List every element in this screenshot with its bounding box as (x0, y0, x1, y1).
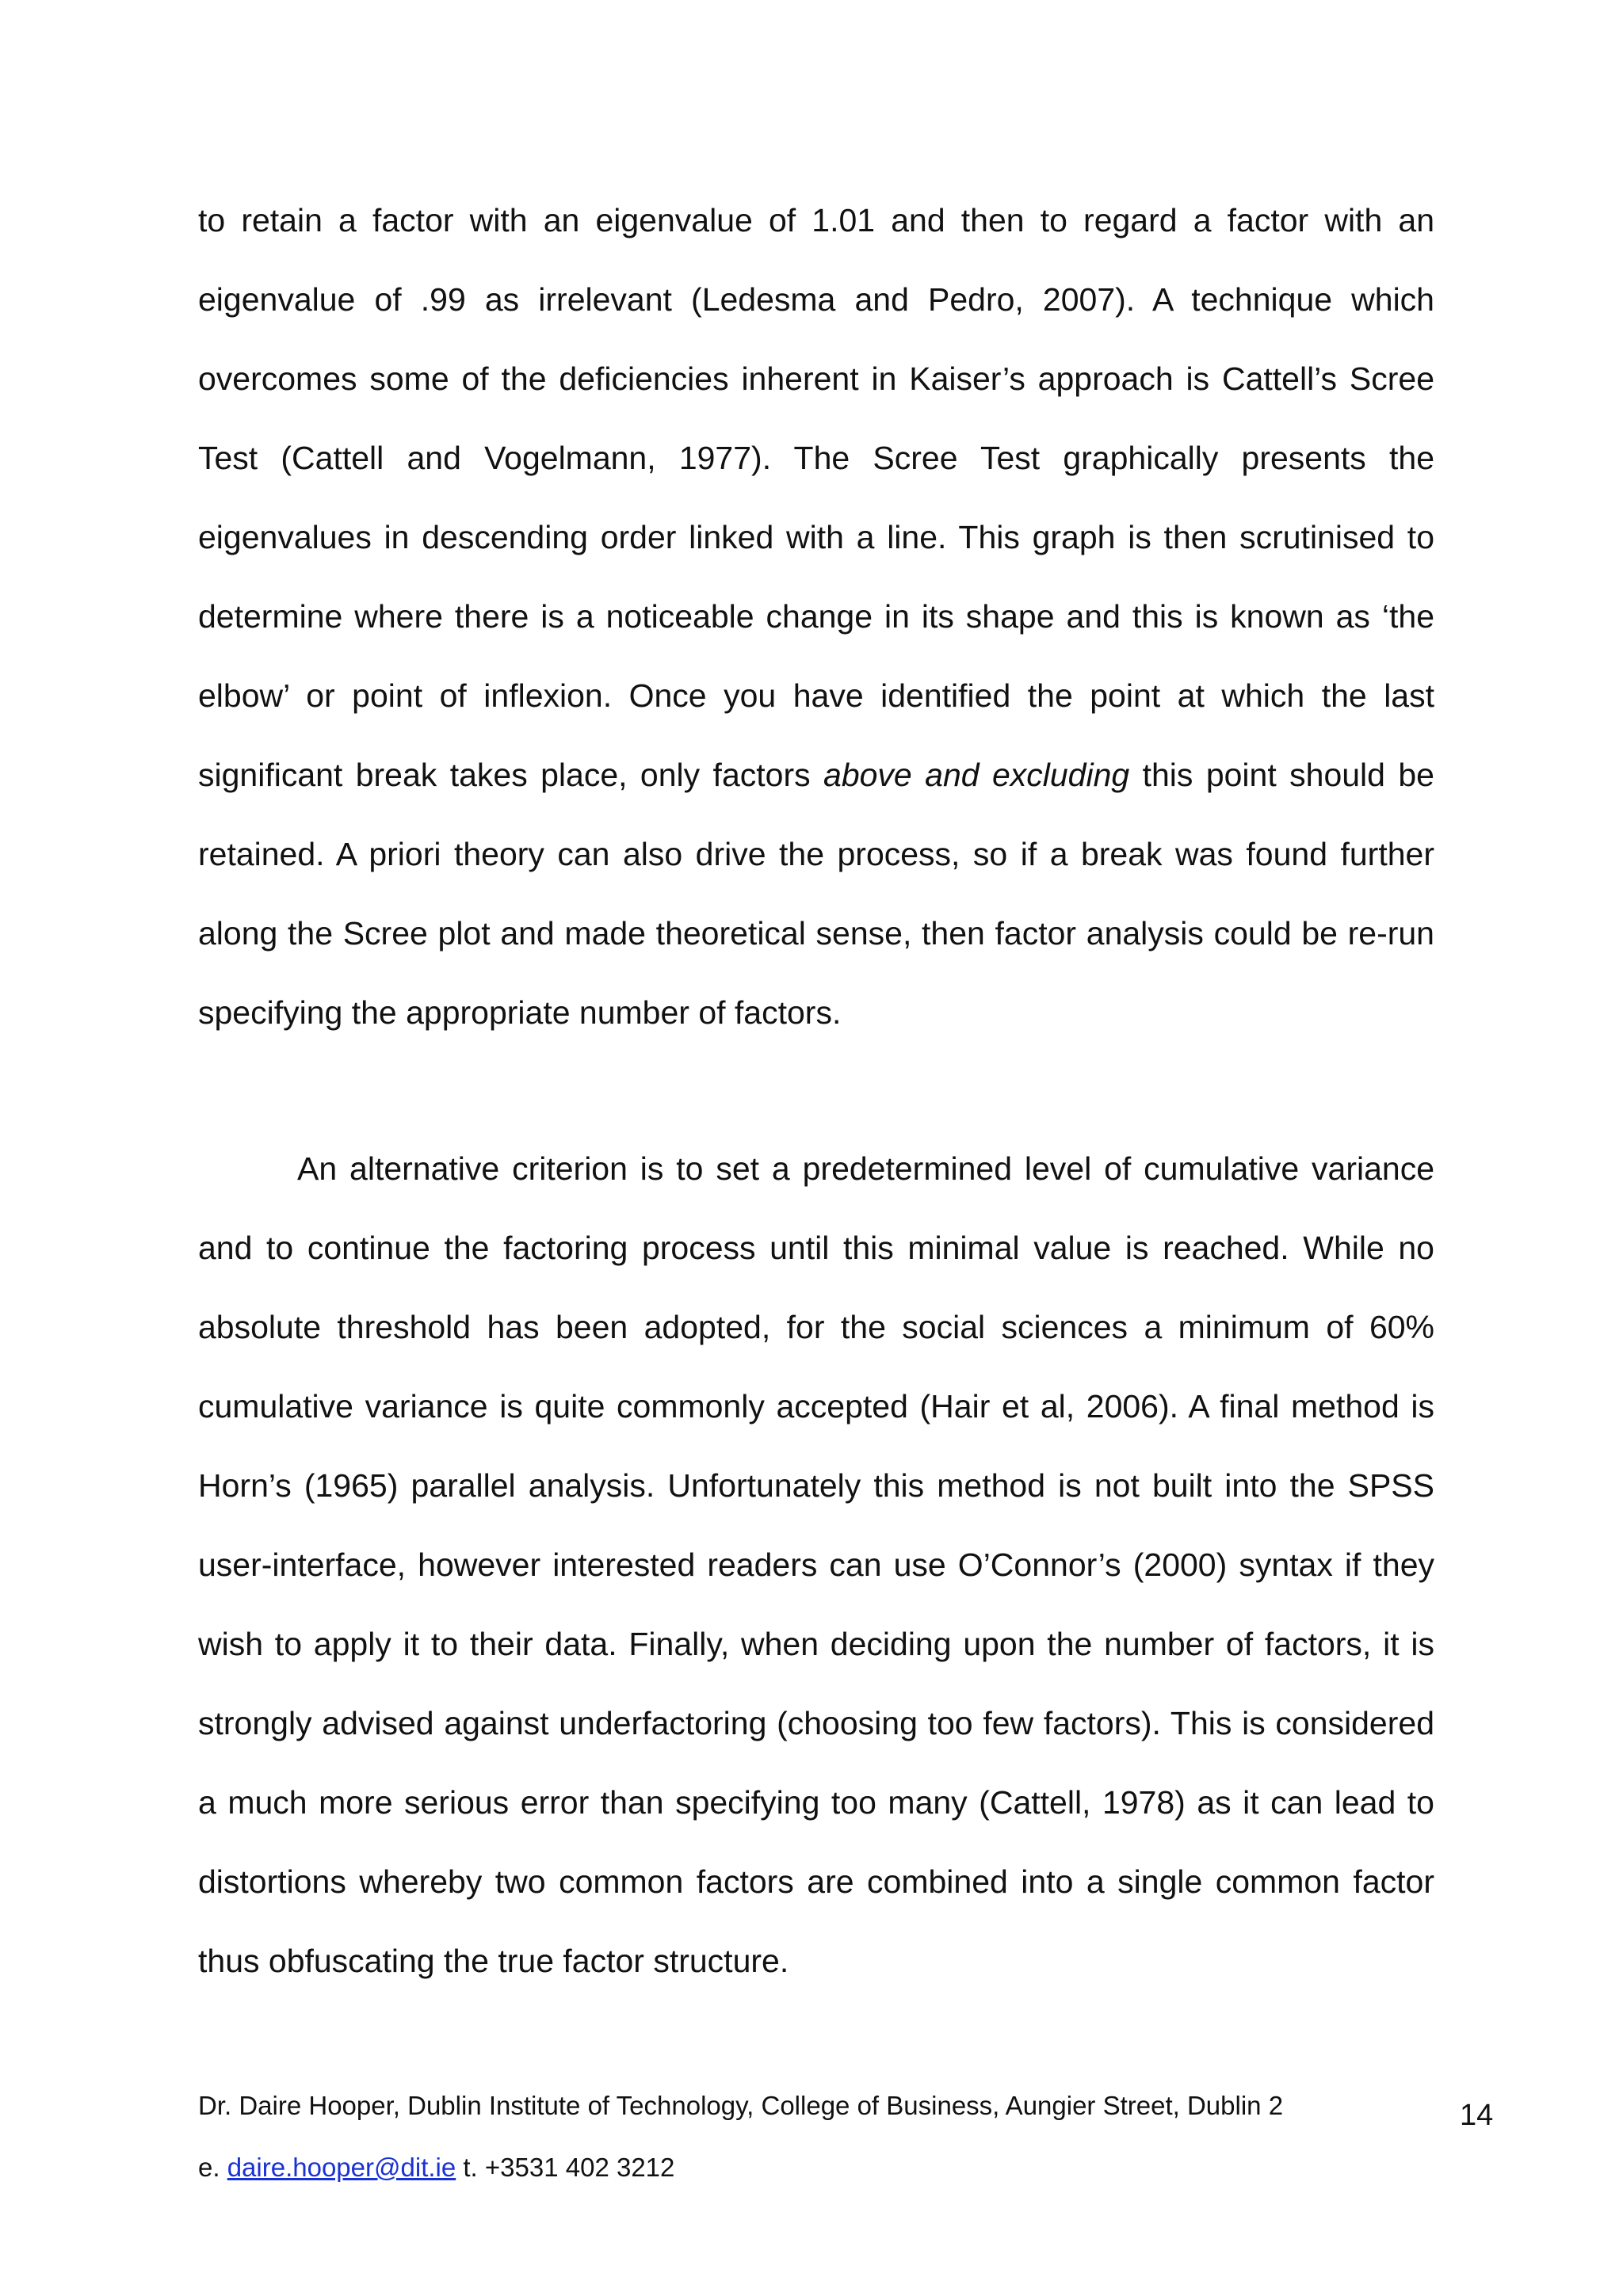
phone-number: t. +3531 402 3212 (456, 2153, 675, 2182)
paragraph-1-text-start: to retain a factor with an eigenvalue of 1.01 and then to regard a factor with an eigenvalue of .99 as irrelevant (Ledesma and Pedro, 2007). A technique which overcomes some of the deficiencies inherent in Kaiser’s approach is Cattell’s Scree Test (Cattell and Vogelmann, 1977). The Scree Test graphically presents the eigenvalues in descending order linked with a line. This graph is then scrutinised to determine where there is a noticeable change in its shape and this is known as ‘the elbow’ or point of inflexion. Once you have identified the point at which the last significant break takes place, only factors (198, 202, 1434, 793)
footer-contact-line (198, 2152, 674, 2183)
email-prefix: e. (198, 2153, 227, 2182)
email-link[interactable]: daire.hooper@dit.ie (227, 2153, 456, 2182)
paragraph-1-emphasis: above and excluding (823, 757, 1130, 793)
body-paragraph-1 (198, 181, 1434, 1052)
footer-author-line: Dr. Daire Hooper, Dublin Institute of Technology, College of Business, Aungier Street, Dublin 2 (198, 2091, 1284, 2120)
body-paragraph-2: An alternative criterion is to set a predetermined level of cumulative variance and to continue the factoring process until this minimal value is reached. While no absolute threshold has been adopted, for the social sciences a minimum of 60% cumulative variance is quite commonly accepted (Hair et al, 2006). A final method is Horn’s (1965) parallel analysis. Unfortunately this method is not built into the SPSS user-interface, however interested readers can use O’Connor’s (2000) syntax if they wish to apply it to their data. Finally, when deciding upon the number of factors, it is strongly advised against underfactoring (choosing too few factors). This is considered a much more serious error than specifying too many (Cattell, 1978) as it can lead to distortions whereby two common factors are combined into a single common factor thus obfuscating the true factor structure. (198, 1150, 1434, 1979)
paragraph-1-text-end: this point should be retained. A priori theory can also drive the process, so if a break was found further along the Scree plot and made theoretical sense, then factor analysis could be re-run specifying the appropriate number of factors. (198, 757, 1434, 1031)
page-number: 14 (1460, 2099, 1494, 2132)
